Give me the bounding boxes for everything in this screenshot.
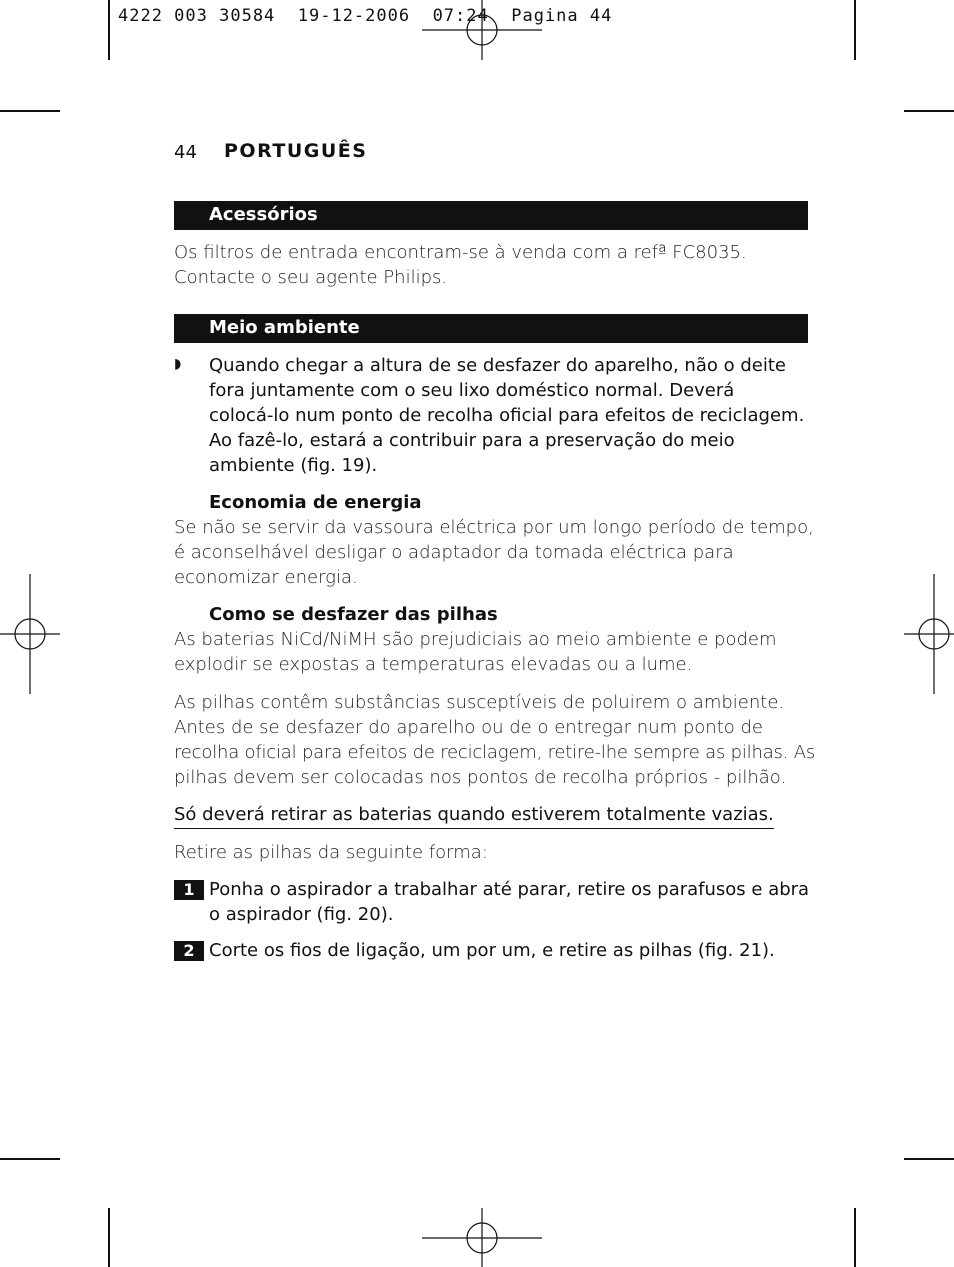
text-line: Contacte o seu agente Philips. (174, 267, 448, 288)
text-line: Os filtros de entrada encontram-se à venda com a refª FC8035. (174, 242, 747, 263)
paragraph-accessories (174, 240, 814, 290)
print-slug: 4222 003 30584 19-12-2006 07:24 Pagina 44 (118, 6, 613, 26)
text-line: fora juntamente com o seu lixo doméstico normal. Deverá (209, 380, 735, 401)
text-line: Antes de se desfazer do aparelho ou de o entregar num ponto de (174, 717, 763, 738)
warning-text: Só deverá retirar as baterias quando estiverem totalmente vazias. (174, 802, 774, 829)
text-line: ambiente (fig. 19). (209, 455, 378, 476)
crop-mark (0, 1158, 60, 1160)
registration-mark-icon (422, 1208, 542, 1267)
text-line: Ao fazê-lo, estará a contribuir para a preservação do meio (209, 430, 735, 451)
text-line: o aspirador (fig. 20). (209, 904, 394, 925)
section-header-environment (174, 314, 808, 343)
section-header-accessories (174, 201, 808, 230)
step-1-text (209, 877, 814, 927)
text-line: pilhas devem ser colocadas nos pontos de recolha próprios - pilhão. (174, 767, 787, 788)
crop-mark (0, 110, 60, 112)
registration-mark-icon (904, 574, 954, 694)
text-line: é aconselhável desligar o adaptador da tomada eléctrica para (174, 542, 734, 563)
page-number: 44 (174, 142, 197, 163)
step-number-badge: 2 (174, 941, 204, 961)
paragraph-batteries-1 (174, 627, 814, 677)
crop-mark (108, 0, 110, 60)
text-line: As baterias NiCd/NiMH são prejudiciais ao meio ambiente e podem (174, 629, 777, 650)
crop-mark (904, 1158, 954, 1160)
text-line: As pilhas contêm substâncias susceptíveis de poluirem o ambiente. (174, 692, 785, 713)
crop-mark (904, 110, 954, 112)
paragraph-disposal (209, 353, 814, 478)
text-line: colocá-lo num ponto de recolha oficial para efeitos de reciclagem. (209, 405, 805, 426)
crop-mark (854, 1208, 856, 1267)
registration-mark-icon (422, 0, 542, 60)
step-2-text (209, 938, 814, 963)
text-line: Corte os fios de ligação, um por um, e retire as pilhas (fig. 21). (209, 940, 775, 961)
section-title: Meio ambiente (209, 317, 360, 338)
text-line: Ponha o aspirador a trabalhar até parar, retire os parafusos e abra (209, 879, 810, 900)
crop-mark (108, 1208, 110, 1267)
text-line: economizar energia. (174, 567, 358, 588)
text-line: Quando chegar a altura de se desfazer do aparelho, não o deite (209, 355, 786, 376)
section-title: Acessórios (209, 204, 318, 225)
text-line: explodir se expostas a temperaturas elevadas ou a lume. (174, 654, 693, 675)
page-title: PORTUGUÊS (224, 140, 368, 162)
crop-mark (854, 0, 856, 60)
step-number-badge: 1 (174, 880, 204, 900)
bullet-icon: ◗ (174, 356, 182, 372)
subheading-energy: Economia de energia (209, 492, 422, 513)
registration-mark-icon (0, 574, 60, 694)
subheading-batteries: Como se desfazer das pilhas (209, 604, 498, 625)
text-line: recolha oficial para efeitos de reciclagem, retire-lhe sempre as pilhas. As (174, 742, 816, 763)
paragraph-energy (174, 515, 814, 590)
text-line: Se não se servir da vassoura eléctrica por um longo período de tempo, (174, 517, 814, 538)
remove-intro: Retire as pilhas da seguinte forma: (174, 842, 488, 863)
paragraph-batteries-2 (174, 690, 814, 790)
